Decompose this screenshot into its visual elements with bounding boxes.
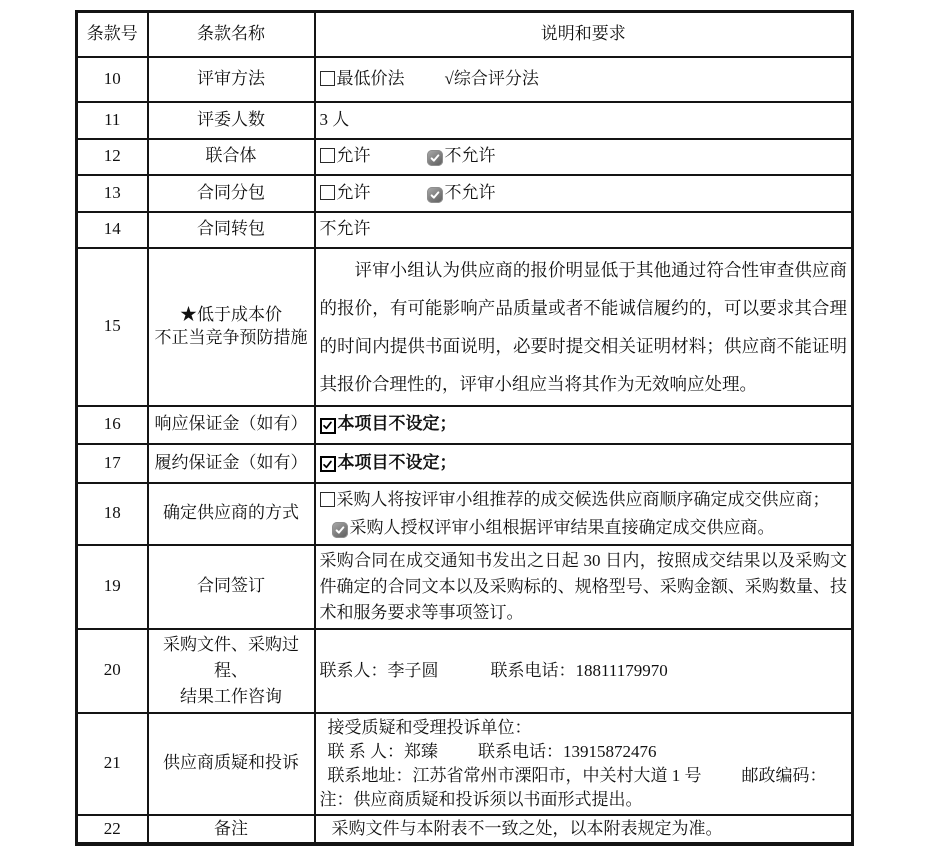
clause-no: 22	[77, 815, 148, 845]
complaint-note-line: 注：供应商质疑和投诉须以书面形式提出。	[319, 789, 643, 809]
table-row-21	[77, 713, 853, 815]
clause-description	[315, 175, 853, 212]
clause-name: 备注	[148, 815, 315, 845]
table-row-17	[77, 444, 853, 483]
checkbox-checked-gray-icon	[332, 522, 348, 538]
option-label: 不允许	[444, 182, 496, 202]
option-label: 允许	[336, 146, 371, 166]
clause-description	[315, 406, 853, 444]
checkbox-checked-black-icon	[320, 456, 336, 472]
table-row-11	[77, 102, 853, 139]
option-label: 本项目不设定；	[337, 414, 457, 434]
option-label: 允许	[336, 182, 371, 202]
checkbox-checked-black-icon	[320, 418, 336, 434]
check-mark: √	[444, 68, 454, 88]
complaint-unit-line: 接受质疑和受理投诉单位：	[327, 717, 532, 737]
clause-name: 响应保证金（如有）	[148, 406, 315, 444]
clause-name-line2: 结果工作咨询	[180, 686, 282, 706]
clause-name: 评委人数	[148, 102, 315, 139]
clause-paragraph: 评审小组认为供应商的报价明显低于其他通过符合性审查供应商的报价，有可能影响产品质量或者不能诚信履约的，可以要求其合理的时间内提供书面说明，必要时提交相关证明材料；供应商不能证明其报价合理性的，评审小组应当将其作为无效响应处理。	[319, 259, 847, 394]
clause-name: 合同签订	[148, 545, 315, 629]
clause-no: 21	[77, 713, 148, 815]
clause-no: 19	[77, 545, 148, 629]
contact-person: 联系人：李子圆	[319, 660, 439, 680]
clause-no: 20	[77, 629, 148, 713]
contact-address: 联系地址：江苏省常州市溧阳市，中关村大道 1 号	[327, 765, 702, 785]
clause-name-line1: ★低于成本价	[180, 304, 282, 324]
option-label: 本项目不设定；	[337, 452, 457, 472]
postcode-label: 邮政编码：	[741, 765, 827, 785]
clause-name: 合同分包	[148, 175, 315, 212]
table-row-14	[77, 212, 853, 248]
clause-name	[148, 629, 315, 713]
clause-name: 评审方法	[148, 57, 315, 102]
complaint-contact-line	[320, 740, 848, 764]
clause-name: 履约保证金（如有）	[148, 444, 315, 483]
option-label: 综合评分法	[453, 68, 539, 88]
complaint-address-line	[320, 764, 848, 788]
option-line	[320, 514, 848, 542]
checkbox-checked-gray-icon	[427, 150, 443, 166]
clause-name-line1: 采购文件、采购过程、	[163, 634, 299, 680]
clause-no: 16	[77, 406, 148, 444]
clause-description	[315, 545, 853, 629]
clause-description	[315, 248, 853, 406]
clause-no: 13	[77, 175, 148, 212]
table-row-22	[77, 815, 853, 845]
clause-name: 合同转包	[148, 212, 315, 248]
table-row-18	[77, 483, 853, 545]
table-row-15	[77, 248, 853, 406]
clause-description: 采购文件与本附表不一致之处，以本附表规定为准。	[315, 815, 853, 845]
clause-name	[148, 248, 315, 406]
clause-name-line2: 不正当竞争预防措施	[154, 327, 308, 347]
clause-no: 10	[77, 57, 148, 102]
option-label: 不允许	[444, 146, 496, 166]
clause-description: 3 人	[315, 102, 853, 139]
checkbox-unchecked-icon	[320, 148, 335, 163]
clause-paragraph: 采购合同在成交通知书发出之日起 30 日内，按照成交结果以及采购文件确定的合同文本以及采购标的、规格型号、采购金额、采购数量、技术和服务要求等事项签订。	[319, 550, 847, 622]
clause-name: 供应商质疑和投诉	[148, 713, 315, 815]
clause-description	[315, 139, 853, 175]
option-line	[320, 486, 848, 514]
clause-no: 15	[77, 248, 148, 406]
clause-description	[315, 57, 853, 102]
table-row-19	[77, 545, 853, 629]
header-description: 说明和要求	[315, 12, 853, 57]
table-row-12	[77, 139, 853, 175]
checkbox-unchecked-icon	[320, 492, 335, 507]
clause-no: 12	[77, 139, 148, 175]
clause-no: 17	[77, 444, 148, 483]
table-row-20	[77, 629, 853, 713]
clause-description	[315, 444, 853, 483]
contact-person: 联 系 人：郑臻	[327, 741, 438, 761]
table-row-13	[77, 175, 853, 212]
clause-description	[315, 713, 853, 815]
clause-description	[315, 483, 853, 545]
contact-phone: 联系电话：18811179970	[490, 660, 668, 680]
option-label: 采购人授权评审小组根据评审结果直接确定成交供应商。	[349, 517, 775, 537]
clause-name: 确定供应商的方式	[148, 483, 315, 545]
contact-phone: 联系电话：13915872476	[478, 741, 657, 761]
option-label: 最低价法	[336, 68, 405, 88]
table-row-10	[77, 57, 853, 102]
clauses-table	[75, 10, 854, 846]
table-row-16	[77, 406, 853, 444]
clause-no: 18	[77, 483, 148, 545]
clause-description: 不允许	[315, 212, 853, 248]
header-clause-no: 条款号	[77, 12, 148, 57]
header-clause-name: 条款名称	[148, 12, 315, 57]
table-header-row	[77, 12, 853, 57]
clause-name: 联合体	[148, 139, 315, 175]
clause-no: 11	[77, 102, 148, 139]
clause-no: 14	[77, 212, 148, 248]
checkbox-checked-gray-icon	[427, 187, 443, 203]
clause-description	[315, 629, 853, 713]
checkbox-unchecked-icon	[320, 185, 335, 200]
checkbox-unchecked-icon	[320, 71, 335, 86]
option-label: 采购人将按评审小组推荐的成交候选供应商顺序确定成交供应商；	[336, 489, 830, 509]
